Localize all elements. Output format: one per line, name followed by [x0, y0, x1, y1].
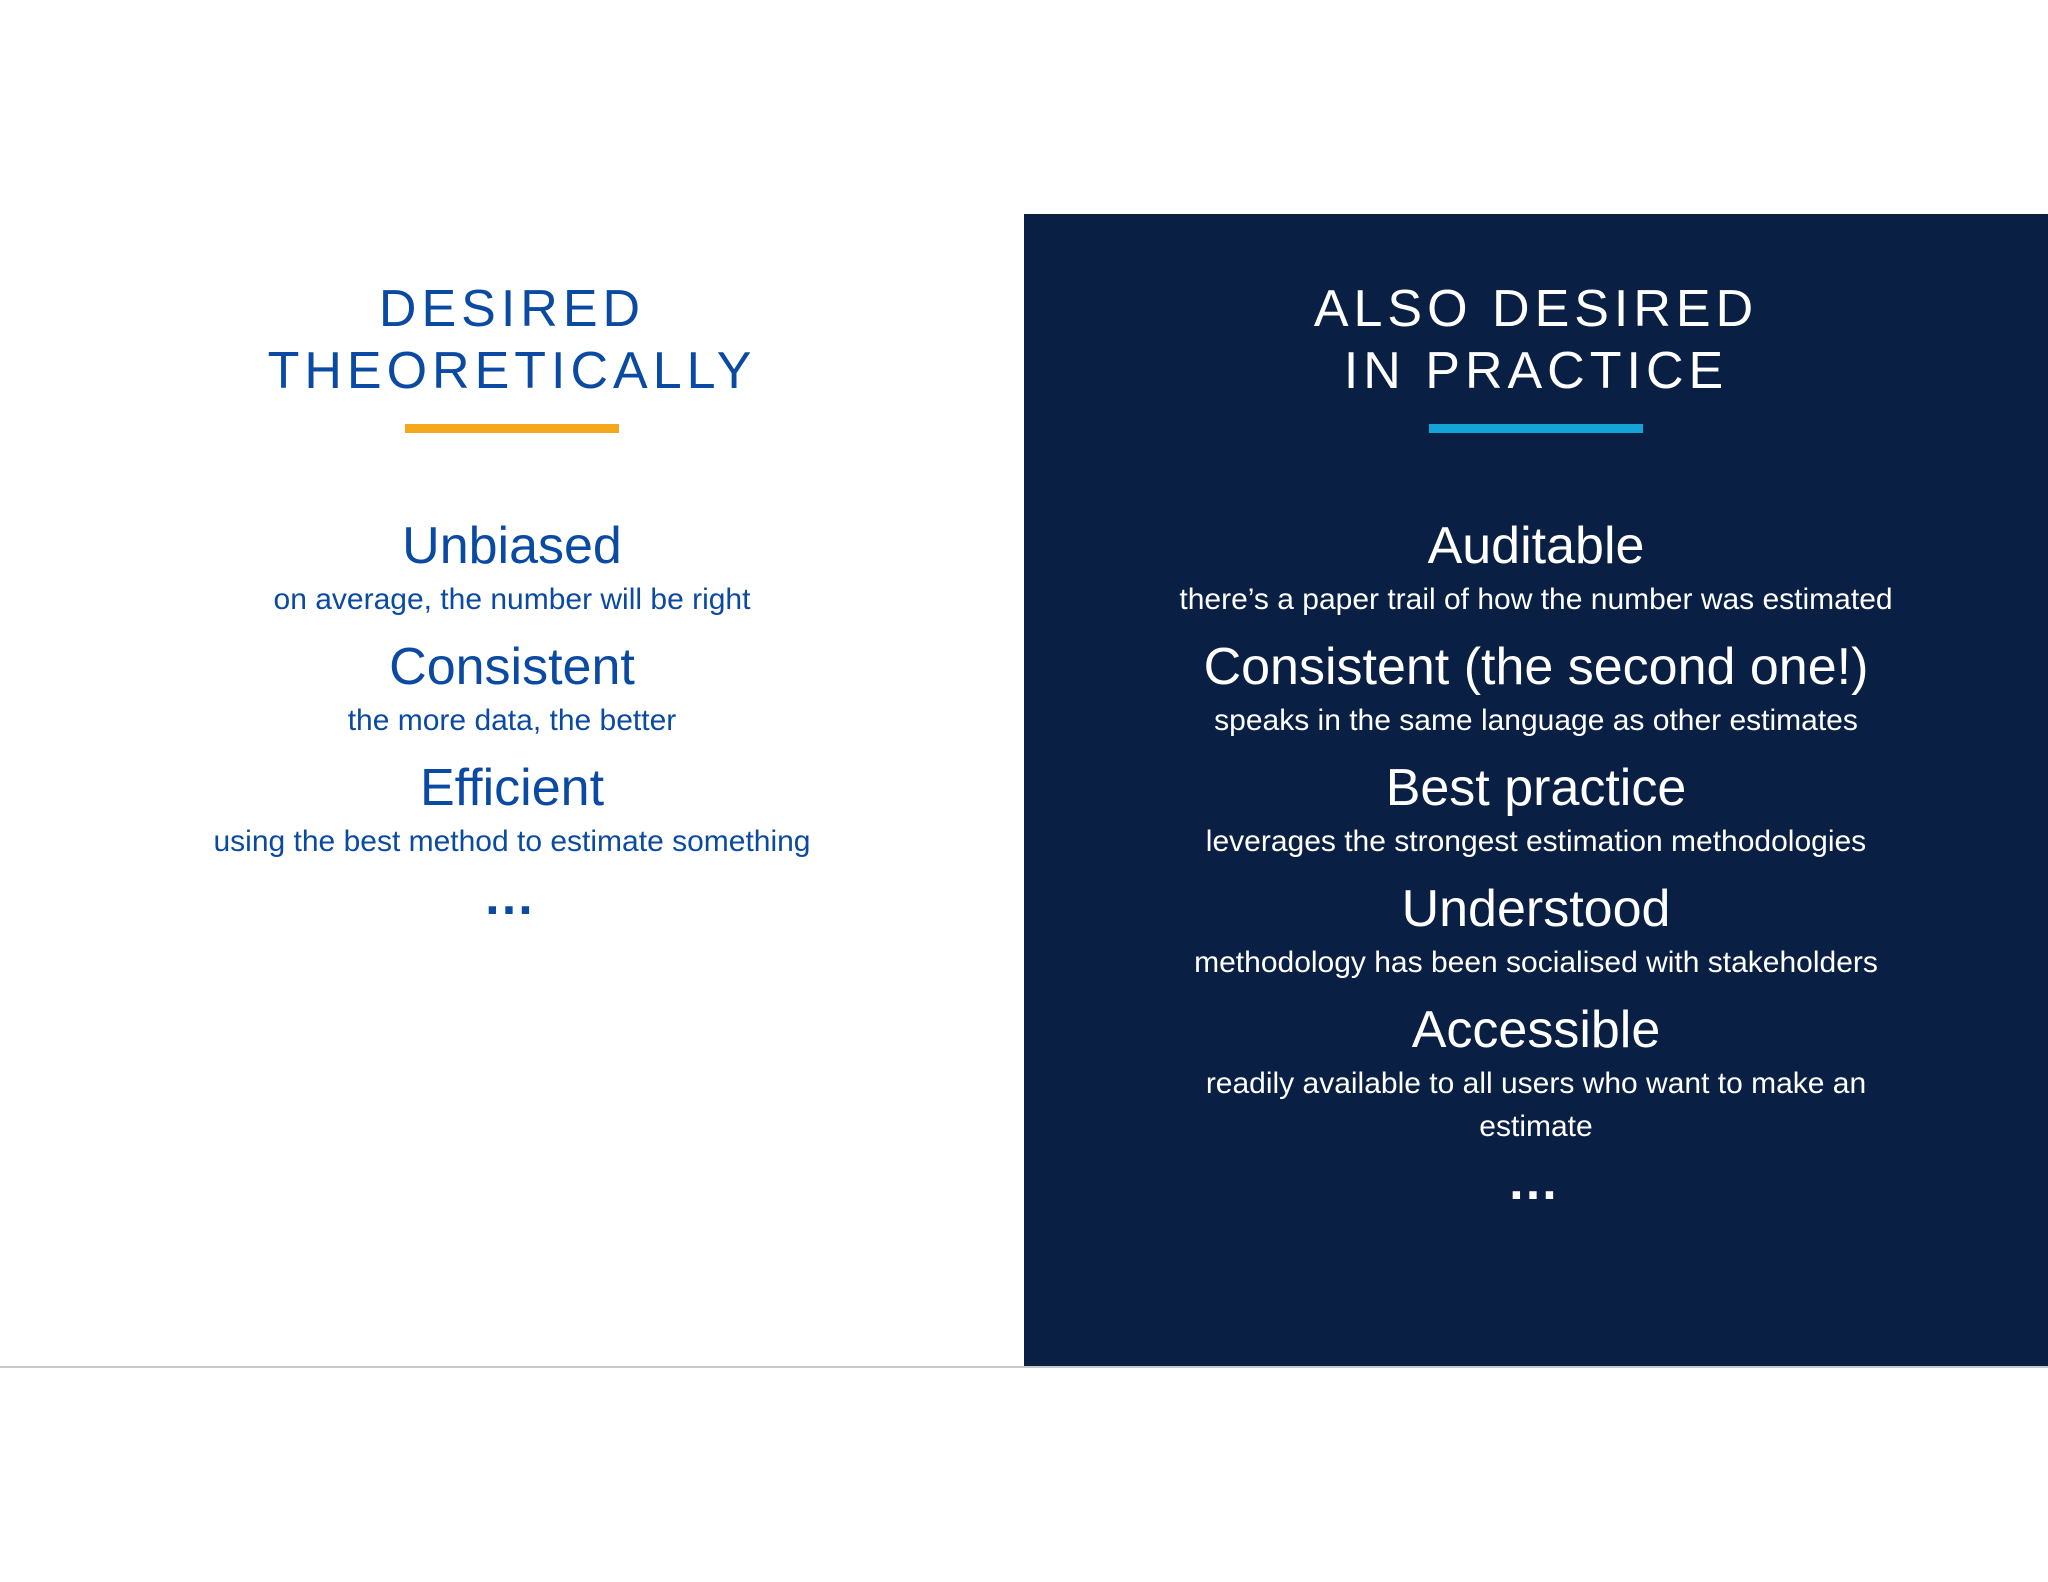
bottom-divider — [0, 1366, 2048, 1368]
item-title: Consistent (the second one!) — [1203, 638, 1869, 696]
right-ellipsis: … — [1507, 1153, 1565, 1211]
left-ellipsis: … — [483, 868, 541, 926]
left-items-list — [0, 514, 1024, 926]
item-description: readily available to all users who want to make an estimate — [1205, 1067, 1867, 1143]
right-panel-title — [1024, 278, 2048, 402]
item-title: Unbiased — [402, 517, 622, 575]
item-description: speaks in the same language as other estimates — [1214, 704, 1858, 737]
right-accent-bar — [1429, 424, 1643, 433]
item-title: Accessible — [1411, 1001, 1661, 1059]
item-description: on average, the number will be right — [273, 583, 751, 616]
right-items-list — [1024, 514, 2048, 1211]
left-accent-bar — [405, 424, 619, 433]
list-item — [0, 756, 1024, 863]
also-desired-in-practice-panel — [1024, 214, 2048, 1368]
list-item — [1024, 635, 2048, 742]
item-title: Consistent — [389, 638, 635, 696]
item-description: methodology has been socialised with stakeholders — [1194, 946, 1878, 979]
item-title: Best practice — [1385, 759, 1687, 817]
item-description: leverages the strongest estimation methodologies — [1205, 825, 1867, 858]
item-description: using the best method to estimate something — [213, 825, 811, 858]
list-item — [1024, 514, 2048, 621]
desired-theoretically-panel — [0, 214, 1024, 1368]
item-title: Auditable — [1427, 517, 1645, 575]
list-item — [0, 635, 1024, 742]
right-title-line-2: IN PRACTICE — [1343, 342, 1729, 400]
list-item — [1024, 756, 2048, 863]
item-description: there’s a paper trail of how the number was estimated — [1179, 583, 1893, 616]
left-title-line-2: THEORETICALLY — [267, 342, 757, 400]
item-title: Efficient — [419, 759, 605, 817]
item-description: the more data, the better — [347, 704, 677, 737]
list-item — [1024, 877, 2048, 984]
left-panel-title — [0, 278, 1024, 402]
right-title-line-1: ALSO DESIRED — [1313, 280, 1759, 338]
list-item — [0, 514, 1024, 621]
item-title: Understood — [1401, 880, 1671, 938]
left-title-line-1: DESIRED — [378, 280, 646, 338]
list-item — [1024, 998, 2048, 1148]
